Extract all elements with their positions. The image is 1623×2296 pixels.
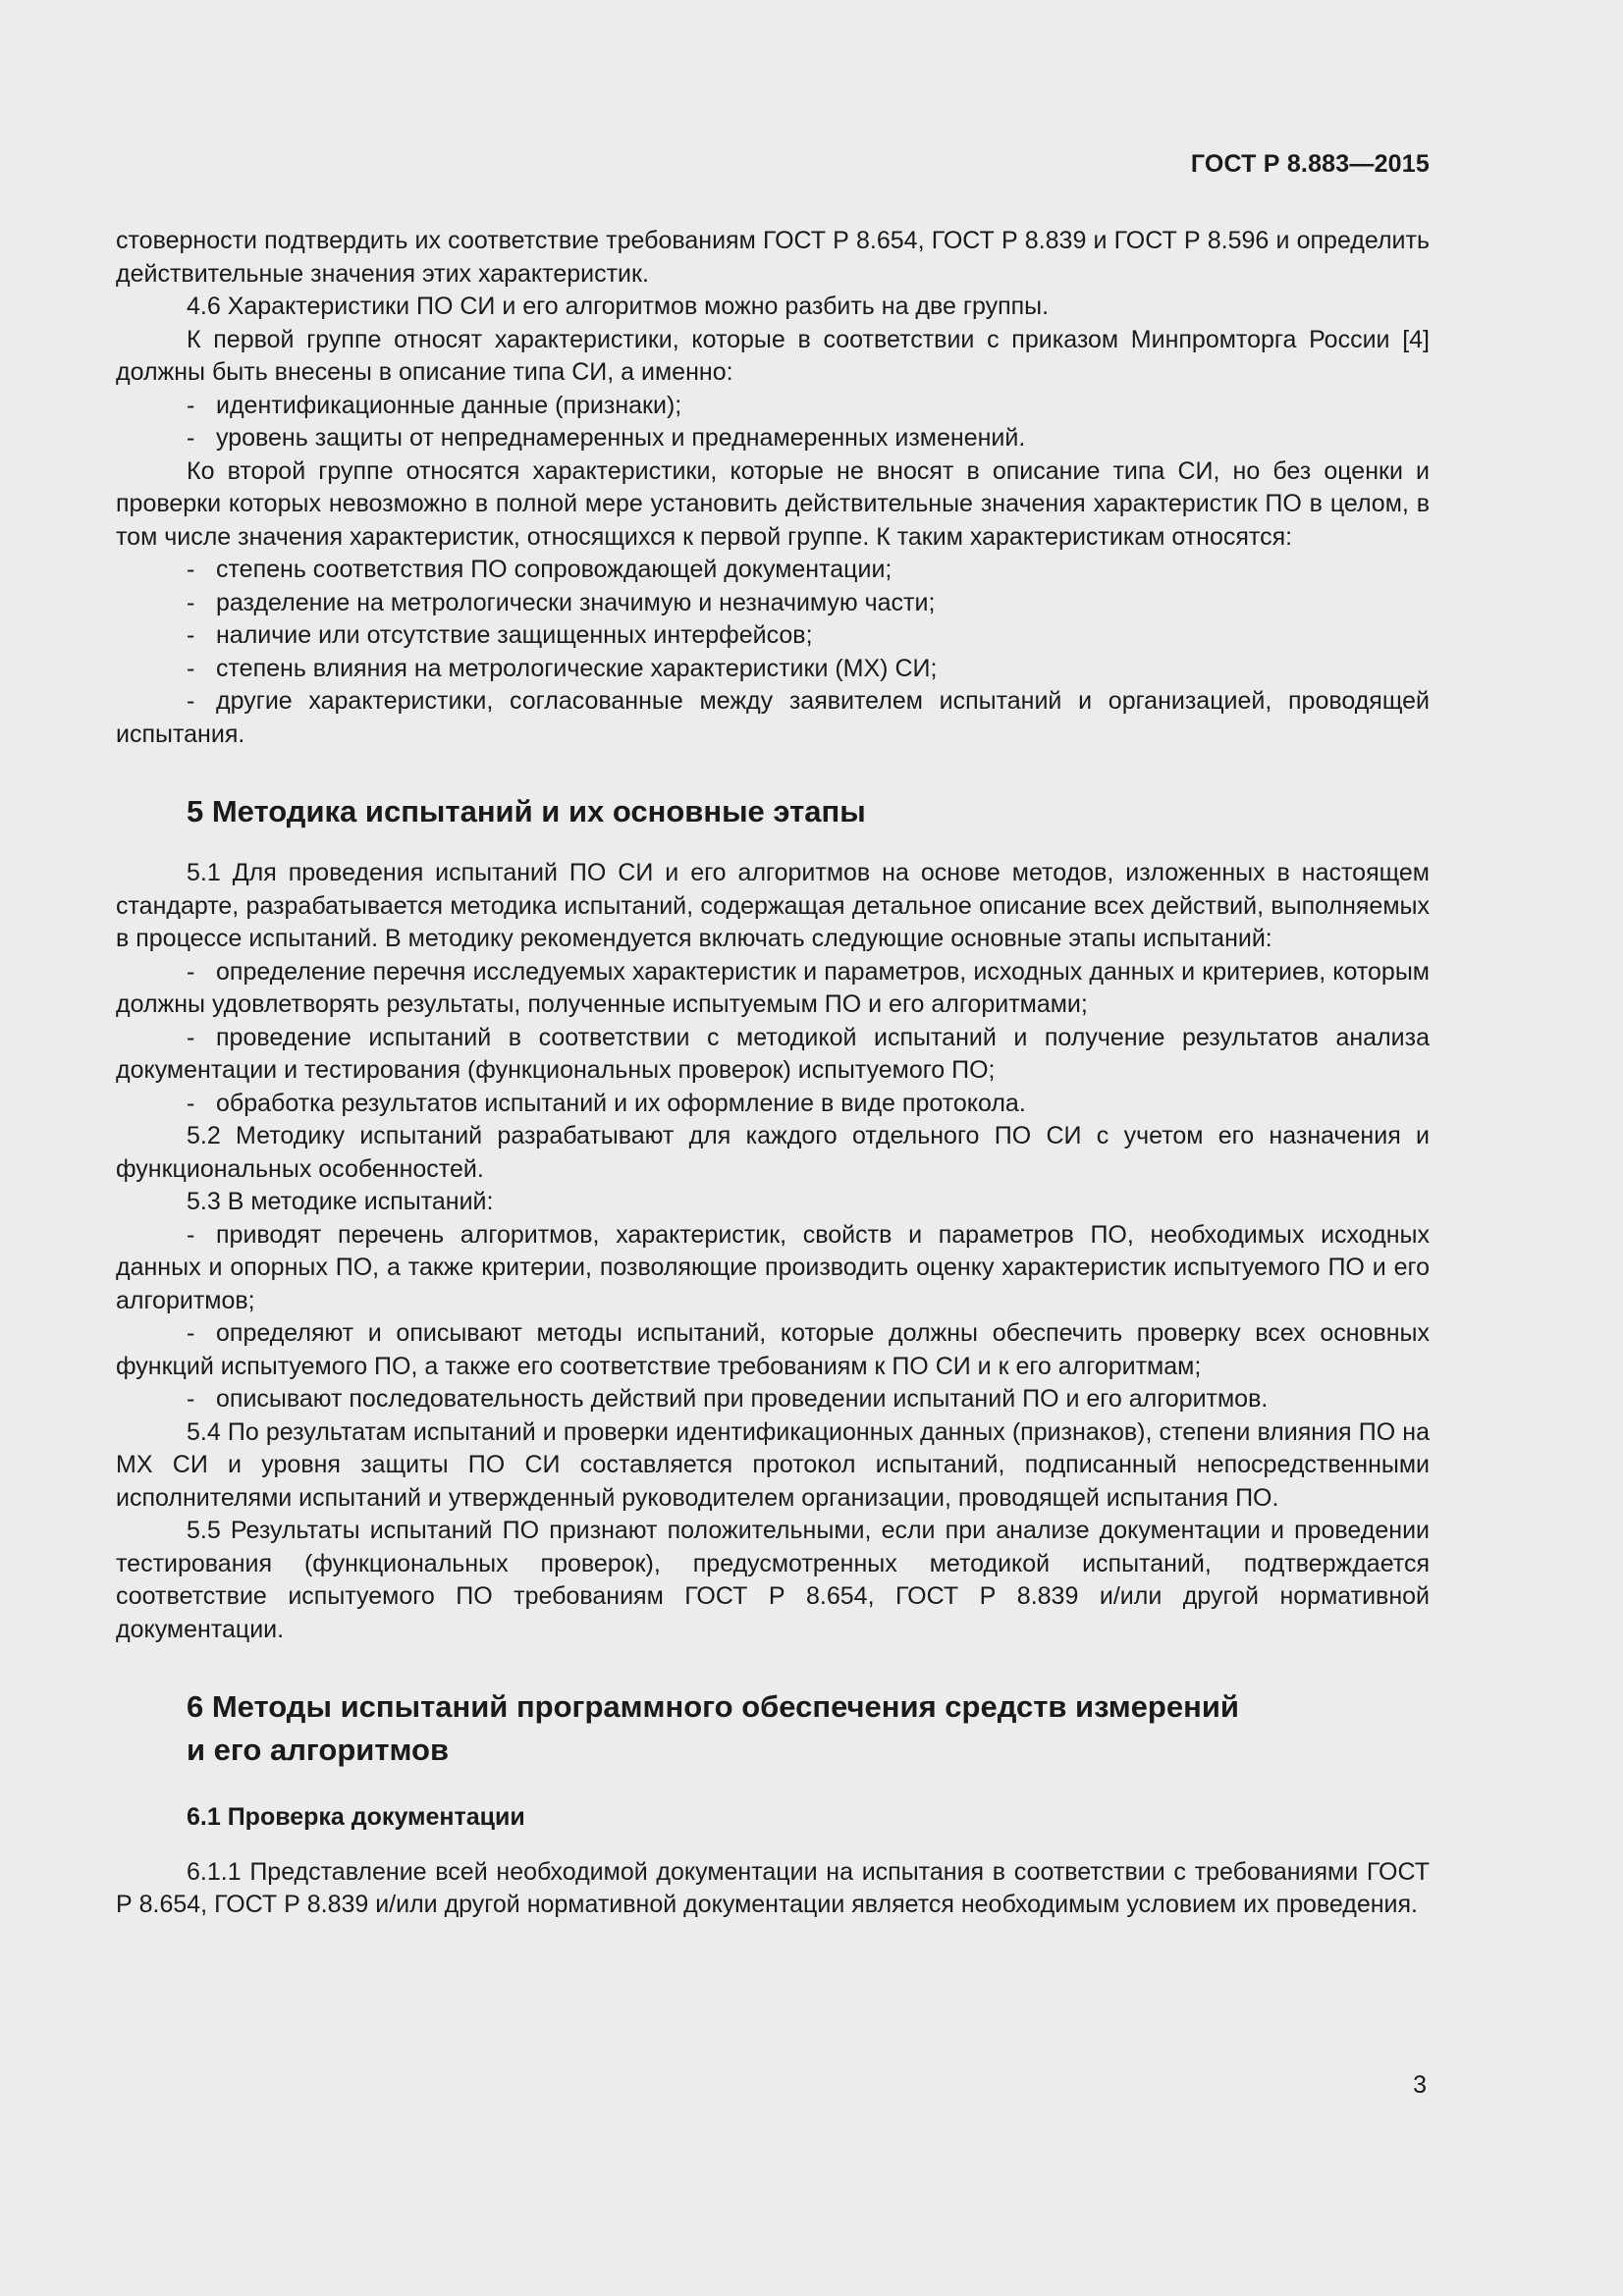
list-item-text: уровень защиты от непреднамеренных и преднамеренных изменений. xyxy=(216,424,1026,452)
paragraph-4-6: 4.6 Характеристики ПО СИ и его алгоритмов можно разбить на две группы. xyxy=(187,293,1050,320)
list-item-text: разделение на метрологически значимую и незначимую части; xyxy=(216,588,936,616)
list-dash: - xyxy=(187,1023,195,1051)
list-item xyxy=(116,956,1430,1022)
list-dash: - xyxy=(187,588,195,616)
list-item xyxy=(116,685,1430,751)
list-dash: - xyxy=(187,1220,195,1249)
list-item-text: определение перечня исследуемых характеристик и параметров, исходных данных и критериев, которым должны удовлетворять результаты, полученные испытуемым ПО и его алгоритмами; xyxy=(116,957,1430,1018)
list-item xyxy=(116,1088,1430,1121)
paragraph: Ко второй группе относятся характеристики, которые не вносят в описание типа СИ, но без оценки и проверки которых невозможно в полной мере установить действительные значения характеристик ПО в целом, в том числе значения характеристик, относящихся к первой группе. К таким характеристикам относятся: xyxy=(116,456,1430,551)
list-item xyxy=(116,1383,1430,1416)
list-dash: - xyxy=(187,654,195,682)
section-6-heading xyxy=(116,1685,1430,1772)
list-item-text: идентификационные данные (признаки); xyxy=(216,391,682,419)
subsection-6-1-heading: 6.1 Проверка документации xyxy=(187,1803,525,1831)
list-item-text: другие характеристики, согласованные между заявителем испытаний и организацией, проводящей испытания. xyxy=(116,687,1430,748)
page-number: 3 xyxy=(1413,2071,1427,2099)
paragraph-5-2: 5.2 Методику испытаний разрабатывают для каждого отдельного ПО СИ с учетом его назначения и функциональных особенностей. xyxy=(116,1122,1430,1183)
section-6-heading-line2: и его алгоритмов xyxy=(187,1733,450,1767)
list-item-text: степень влияния на метрологические характеристики (МХ) СИ; xyxy=(216,654,938,682)
list-item xyxy=(116,619,1430,653)
list-item-text: степень соответствия ПО сопровождающей документации; xyxy=(216,556,893,583)
list-dash: - xyxy=(187,391,195,419)
list-item xyxy=(116,1022,1430,1088)
paragraph-5-3: 5.3 В методике испытаний: xyxy=(187,1188,494,1215)
list-item xyxy=(116,422,1430,455)
list-dash: - xyxy=(187,687,195,715)
paragraph: К первой группе относят характеристики, которые в соответствии с приказом Минпромторга России [4] должны быть внесены в описание типа СИ, а именно: xyxy=(116,325,1430,386)
paragraph-5-5: 5.5 Результаты испытаний ПО признают положительными, если при анализе документации и проведении тестирования (функциональных проверок), предусмотренных методикой испытаний, подтверждается соответствие испытуемого ПО требованиям ГОСТ Р 8.654, ГОСТ Р 8.839 и/или другой нормативной документации. xyxy=(116,1517,1430,1643)
list-item xyxy=(116,587,1430,620)
list-dash: - xyxy=(187,957,195,986)
list-dash: - xyxy=(187,1319,195,1347)
list-dash: - xyxy=(187,556,195,583)
list-item xyxy=(116,554,1430,587)
list-item xyxy=(116,390,1430,423)
list-dash: - xyxy=(187,424,195,452)
list-item-text: приводят перечень алгоритмов, характеристик, свойств и параметров ПО, необходимых исходных данных и опорных ПО, а также критерии, позволяющие производить оценку характеристик испытуемого ПО и его алгоритмов; xyxy=(116,1220,1430,1314)
section-5-heading: 5 Методика испытаний и их основные этапы xyxy=(187,794,866,828)
list-dash: - xyxy=(187,1385,195,1413)
paragraph: стоверности подтвердить их соответствие требованиям ГОСТ Р 8.654, ГОСТ Р 8.839 и ГОСТ Р 8.596 и определить действительные значения этих характеристик. xyxy=(116,227,1430,288)
list-item-text: описывают последовательность действий при проведении испытаний ПО и его алгоритмов. xyxy=(216,1385,1269,1413)
list-dash: - xyxy=(187,1089,195,1117)
list-item xyxy=(116,1317,1430,1383)
paragraph-6-1-1: 6.1.1 Представление всей необходимой документации на испытания в соответствии с требованиями ГОСТ Р 8.654, ГОСТ Р 8.839 и/или другой нормативной документации является необходимым условием их проведения. xyxy=(116,1857,1430,1918)
list-item-text: проведение испытаний в соответствии с методикой испытаний и получение результатов анализа документации и тестирования (функциональных проверок) испытуемого ПО; xyxy=(116,1023,1430,1084)
list-item-text: определяют и описывают методы испытаний, которые должны обеспечить проверку всех основных функций испытуемого ПО, а также его соответствие требованиям к ПО СИ и к его алгоритмам; xyxy=(116,1319,1430,1380)
list-item xyxy=(116,1219,1430,1318)
paragraph-5-4: 5.4 По результатам испытаний и проверки идентификационных данных (признаков), степени влияния ПО на МХ СИ и уровня защиты ПО СИ составляется протокол испытаний, подписанный непосредственными исполнителями испытаний и утвержденный руководителем организации, проводящей испытания ПО. xyxy=(116,1417,1430,1512)
document-body xyxy=(116,225,1430,1922)
list-dash: - xyxy=(187,621,195,649)
list-item-text: наличие или отсутствие защищенных интерфейсов; xyxy=(216,621,813,649)
list-item xyxy=(116,653,1430,686)
paragraph-5-1: 5.1 Для проведения испытаний ПО СИ и его алгоритмов на основе методов, изложенных в настоящем стандарте, разрабатывается методика испытаний, содержащая детальное описание всех действий, выполняемых в процессе испытаний. В методику рекомендуется включать следующие основные этапы испытаний: xyxy=(116,859,1430,952)
document-code-header: ГОСТ Р 8.883—2015 xyxy=(1190,150,1430,178)
section-6-heading-line1: 6 Методы испытаний программного обеспечения средств измерений xyxy=(187,1689,1239,1724)
list-item-text: обработка результатов испытаний и их оформление в виде протокола. xyxy=(216,1089,1026,1117)
